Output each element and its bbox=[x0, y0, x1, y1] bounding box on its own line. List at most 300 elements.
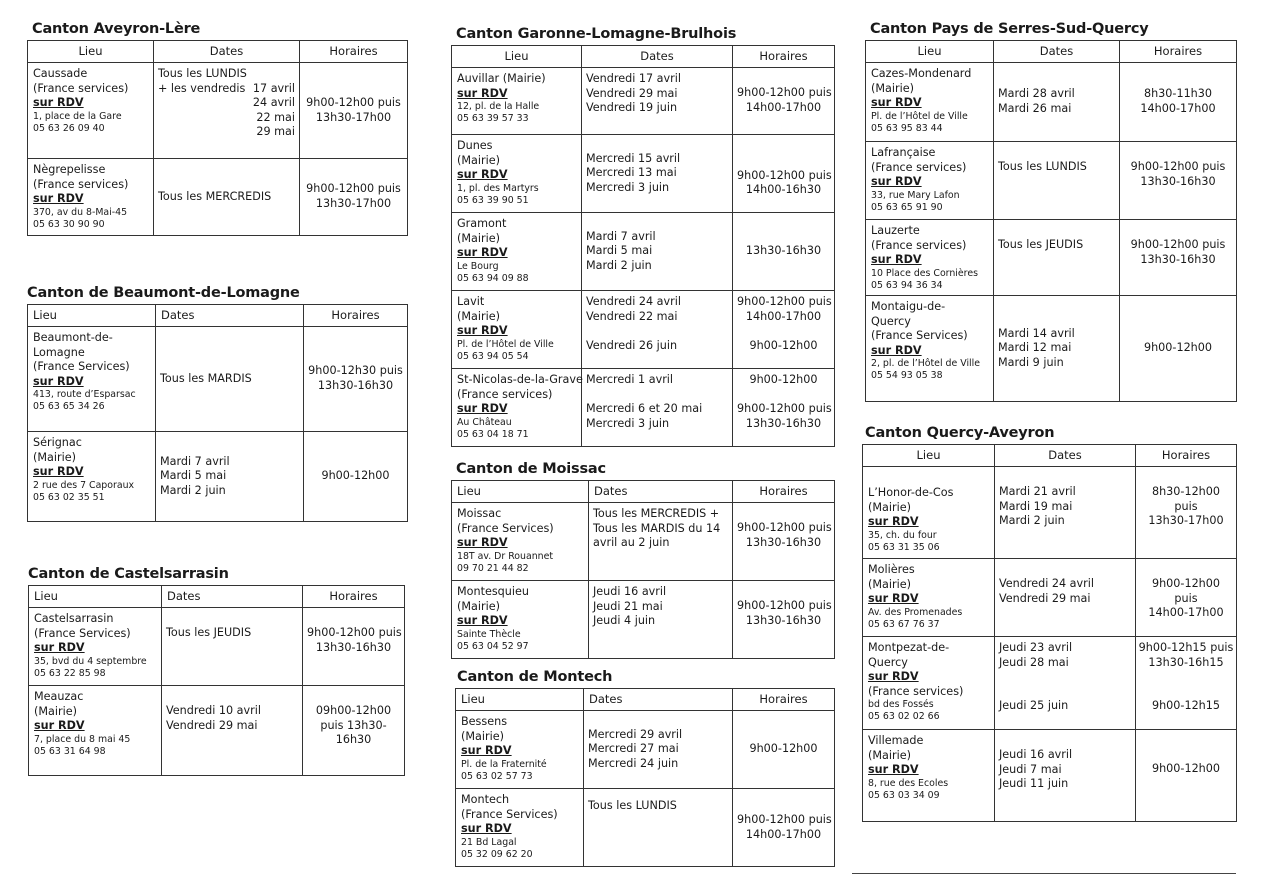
dates-cell bbox=[584, 789, 733, 867]
place-type: (France Services) bbox=[34, 626, 131, 640]
place-name: Lafrançaise bbox=[871, 146, 936, 159]
date-prefix: + les vendredis bbox=[158, 81, 246, 95]
phone-number[interactable]: 05 63 67 76 37 bbox=[868, 618, 940, 630]
place-type: (France services) bbox=[33, 177, 129, 191]
rdv-link[interactable]: sur RDV bbox=[868, 763, 919, 777]
hours-line: 13h30-17h00 bbox=[315, 110, 392, 124]
rdv-link[interactable]: sur RDV bbox=[457, 168, 508, 182]
phone-number[interactable]: 05 63 94 09 88 bbox=[457, 272, 529, 284]
header-horaires: Horaires bbox=[1136, 445, 1237, 467]
place-name: Auvillar (Mairie) bbox=[457, 72, 546, 85]
phone-number[interactable]: 05 63 22 85 98 bbox=[34, 667, 106, 679]
rdv-link[interactable]: sur RDV bbox=[33, 96, 84, 110]
phone-number[interactable]: 05 63 30 90 90 bbox=[33, 218, 105, 230]
hours-line: 9h00-12h00 puis bbox=[1130, 160, 1226, 173]
phone-number[interactable]: 05 63 95 83 44 bbox=[871, 122, 943, 134]
address: 7, place du 8 mai 45 bbox=[34, 733, 131, 745]
lieu-cell bbox=[28, 159, 154, 236]
header-lieu: Lieu bbox=[456, 689, 584, 711]
place-name: Caussade bbox=[33, 67, 88, 80]
schedule-table bbox=[865, 40, 1237, 402]
phone-number[interactable]: 05 63 65 91 90 bbox=[871, 201, 943, 213]
lieu-cell bbox=[456, 789, 584, 867]
place-name: Quercy bbox=[868, 655, 908, 669]
rdv-link[interactable]: sur RDV bbox=[34, 641, 85, 655]
schedule-table bbox=[862, 444, 1237, 822]
horaires-cell bbox=[1120, 142, 1237, 220]
lieu-cell bbox=[452, 503, 589, 581]
table-row bbox=[452, 291, 835, 369]
table-row bbox=[28, 63, 408, 159]
horaires-cell bbox=[1136, 467, 1237, 559]
phone-number[interactable]: 05 63 65 34 26 bbox=[33, 401, 105, 413]
date-line: Jeudi 16 avril bbox=[999, 748, 1073, 761]
lieu-cell bbox=[452, 213, 582, 291]
hours-line: 9h00-12h00 puis bbox=[737, 295, 832, 308]
phone-number[interactable]: 05 63 02 57 73 bbox=[461, 770, 533, 782]
phone-number[interactable]: 05 63 39 57 33 bbox=[457, 113, 529, 125]
place-type: (France Services) bbox=[871, 329, 968, 343]
header-dates: Dates bbox=[995, 445, 1136, 467]
table-row bbox=[452, 213, 835, 291]
table-row bbox=[863, 467, 1237, 559]
hours-line: puis 13h30- bbox=[320, 718, 387, 732]
table-row bbox=[452, 581, 835, 659]
dates-cell bbox=[994, 220, 1120, 296]
date-line: Mardi 9 juin bbox=[998, 355, 1064, 369]
canton-beaumont-de-lomagne bbox=[27, 284, 408, 522]
hours-line: 9h00-12h00 bbox=[749, 373, 818, 386]
address: 1, pl. des Martyrs bbox=[457, 182, 539, 194]
phone-number[interactable]: 05 63 94 05 54 bbox=[457, 350, 529, 362]
date-line: Mardi 21 avril bbox=[999, 485, 1076, 498]
schedule-table bbox=[451, 480, 835, 659]
table-row bbox=[28, 327, 408, 432]
hours-line: puis bbox=[1174, 499, 1198, 513]
place-name: Molières bbox=[868, 563, 915, 576]
date-line: Vendredi 29 mai bbox=[586, 86, 678, 100]
header-lieu: Lieu bbox=[863, 445, 995, 467]
place-name: Nègrepelisse bbox=[33, 163, 106, 176]
hours-line: 9h00-12h00 bbox=[321, 469, 390, 483]
header-dates: Dates bbox=[162, 586, 303, 608]
rdv-link[interactable]: sur RDV bbox=[33, 465, 84, 479]
rdv-link[interactable]: sur RDV bbox=[34, 719, 85, 733]
rdv-link[interactable]: sur RDV bbox=[457, 86, 508, 100]
lieu-cell bbox=[866, 63, 994, 142]
hours-line: 13h30-16h30 bbox=[745, 416, 822, 430]
phone-number[interactable]: 05 63 39 90 51 bbox=[457, 194, 529, 206]
header-lieu: Lieu bbox=[28, 41, 154, 63]
dates-cell bbox=[582, 369, 733, 447]
rdv-link[interactable]: sur RDV bbox=[868, 592, 919, 606]
phone-number[interactable]: 09 70 21 44 82 bbox=[457, 562, 529, 574]
date-line: Mardi 14 avril bbox=[998, 326, 1075, 340]
date-line: Mercredi 6 et 20 mai bbox=[586, 402, 703, 416]
canton-title: Canton Quercy-Aveyron bbox=[865, 425, 1055, 441]
lieu-cell bbox=[863, 559, 995, 637]
date-line: Vendredi 24 avril bbox=[999, 577, 1094, 590]
header-horaires: Horaires bbox=[1120, 41, 1237, 63]
place-type: (Mairie) bbox=[457, 599, 500, 613]
date-line: Mardi 19 mai bbox=[999, 499, 1073, 513]
horaires-cell bbox=[300, 159, 408, 236]
table-header-row bbox=[452, 481, 835, 503]
canton-title: Canton de Castelsarrasin bbox=[28, 566, 229, 582]
phone-number[interactable]: 05 63 94 36 34 bbox=[871, 279, 943, 291]
date-line: avril au 2 juin bbox=[593, 536, 670, 550]
date-line: Mercredi 1 avril bbox=[586, 373, 674, 386]
date-line: Jeudi 16 avril bbox=[593, 585, 667, 598]
hours-line: puis bbox=[1174, 591, 1198, 605]
hours-line: 13h30-17h00 bbox=[315, 197, 392, 210]
place-name: Montpezat-de- bbox=[868, 641, 950, 654]
canton-pays-de-serres-sud-quercy bbox=[865, 20, 1237, 402]
table-row bbox=[28, 159, 408, 236]
horaires-cell bbox=[1120, 63, 1237, 142]
address: Av. des Promenades bbox=[868, 606, 963, 618]
date-line: Mardi 2 juin bbox=[586, 258, 652, 272]
dates-cell bbox=[154, 159, 300, 236]
place-type: (Mairie) bbox=[461, 729, 504, 743]
rdv-link[interactable]: sur RDV bbox=[457, 324, 508, 338]
rdv-link[interactable]: sur RDV bbox=[461, 744, 512, 758]
date-line: Tous les JEUDIS bbox=[166, 626, 252, 639]
date-line: Tous les LUNDIS bbox=[998, 160, 1087, 173]
hours-line: 13h30-16h30 bbox=[745, 244, 822, 258]
hours-line: 13h30-16h30 bbox=[315, 640, 392, 654]
schedule-table bbox=[455, 688, 835, 867]
phone-number[interactable]: 05 63 31 35 06 bbox=[868, 542, 940, 553]
horaires-cell bbox=[733, 789, 835, 867]
hours-line: 13h30-17h00 bbox=[1148, 514, 1224, 528]
date-line: Tous les MERCREDIS bbox=[158, 189, 272, 203]
lieu-cell bbox=[866, 220, 994, 296]
hours-line: 9h00-12h00 bbox=[749, 742, 818, 756]
hours-line: 13h30-16h30 bbox=[745, 535, 822, 549]
date-line: Mardi 5 mai bbox=[160, 469, 227, 483]
address: 1, place de la Gare bbox=[33, 110, 122, 122]
lieu-cell bbox=[452, 369, 582, 447]
place-name: Lauzerte bbox=[871, 224, 920, 237]
place-name: St-Nicolas-de-la-Grave bbox=[457, 373, 583, 386]
place-type: (France services) bbox=[868, 684, 964, 698]
date-line: Vendredi 19 juin bbox=[586, 101, 678, 115]
rdv-link[interactable]: sur RDV bbox=[868, 515, 919, 529]
dates-cell bbox=[582, 68, 733, 135]
phone-number[interactable]: 05 63 02 02 66 bbox=[868, 711, 940, 723]
place-type: (Mairie) bbox=[34, 704, 77, 718]
phone-number[interactable]: 05 32 09 62 20 bbox=[461, 848, 533, 860]
date-line: 24 avril bbox=[252, 96, 295, 110]
date-line: Jeudi 28 mai bbox=[999, 655, 1069, 669]
place-type: (France services) bbox=[33, 81, 129, 95]
canton-title: Canton de Montech bbox=[457, 669, 613, 685]
dates-cell bbox=[582, 135, 733, 213]
address: 8, rue des Ecoles bbox=[868, 777, 949, 789]
canton-garonne-lomagne-brulhois bbox=[451, 25, 835, 447]
horaires-cell bbox=[733, 135, 835, 213]
horaires-cell bbox=[1136, 559, 1237, 637]
hours-line: 14h00-17h00 bbox=[745, 827, 822, 841]
phone-number[interactable]: 05 63 02 35 51 bbox=[33, 491, 105, 503]
dates-cell bbox=[995, 467, 1136, 559]
table-row bbox=[452, 503, 835, 581]
place-type: (France services) bbox=[871, 160, 967, 174]
dates-cell bbox=[589, 581, 733, 659]
place-type: (Mairie) bbox=[871, 81, 914, 95]
hours-line: 9h00-12h00 puis bbox=[306, 182, 401, 196]
date-line: Mercredi 24 juin bbox=[588, 756, 679, 770]
hours-line: 14h00-17h00 bbox=[1140, 102, 1216, 115]
canton-title: Canton Pays de Serres-Sud-Quercy bbox=[870, 21, 1149, 37]
hours-line: 9h00-12h00 puis bbox=[737, 812, 832, 826]
header-dates: Dates bbox=[994, 41, 1120, 63]
date-line: Jeudi 23 avril bbox=[999, 641, 1073, 654]
date-line: Mercredi 29 avril bbox=[588, 727, 683, 741]
hours-line: 9h00-12h00 puis bbox=[737, 599, 832, 612]
rdv-link[interactable]: sur RDV bbox=[457, 536, 508, 550]
canton-quercy-aveyron bbox=[862, 424, 1237, 822]
date-line: Jeudi 7 mai bbox=[999, 762, 1062, 776]
date-line: Vendredi 26 juin bbox=[586, 338, 678, 352]
place-type: (Mairie) bbox=[868, 748, 911, 762]
address: 33, rue Mary Lafon bbox=[871, 189, 960, 201]
place-name: Quercy bbox=[871, 314, 911, 328]
table-header-row bbox=[28, 41, 408, 63]
place-name: Castelsarrasin bbox=[34, 612, 114, 625]
rdv-link[interactable]: sur RDV bbox=[33, 374, 84, 388]
dates-cell bbox=[994, 63, 1120, 142]
table-row bbox=[456, 789, 835, 867]
hours-line: 9h00-12h00 puis bbox=[1130, 238, 1226, 251]
date-line: Mardi 2 juin bbox=[999, 514, 1065, 528]
place-type: (Mairie) bbox=[457, 153, 500, 167]
dates-cell bbox=[994, 296, 1120, 402]
hours-line: 14h00-16h30 bbox=[745, 183, 822, 197]
dates-cell bbox=[582, 213, 733, 291]
hours-line: 9h00-12h15 puis bbox=[1138, 641, 1234, 654]
rdv-link[interactable]: sur RDV bbox=[871, 96, 922, 110]
table-row bbox=[863, 730, 1237, 822]
horaires-cell bbox=[1120, 296, 1237, 402]
header-horaires: Horaires bbox=[733, 689, 835, 711]
address: Au Château bbox=[457, 416, 512, 428]
header-dates: Dates bbox=[582, 46, 733, 68]
table-row bbox=[456, 711, 835, 789]
rdv-link[interactable]: sur RDV bbox=[461, 822, 512, 836]
date-line: Tous les JEUDIS bbox=[998, 238, 1084, 251]
hours-line: 9h00-12h00 puis bbox=[307, 626, 402, 639]
place-name: Montaigu-de- bbox=[871, 300, 946, 313]
lieu-cell bbox=[28, 63, 154, 159]
date-line: Vendredi 29 mai bbox=[999, 591, 1091, 605]
horaires-cell bbox=[733, 711, 835, 789]
place-name: Moissac bbox=[457, 507, 502, 520]
place-type: (Mairie) bbox=[868, 577, 911, 591]
hours-line: 9h00-12h00 bbox=[749, 338, 818, 352]
date-line: Vendredi 29 mai bbox=[166, 718, 258, 732]
address: 35, bvd du 4 septembre bbox=[34, 655, 147, 667]
table-header-row bbox=[29, 586, 405, 608]
table-row bbox=[28, 432, 408, 522]
header-lieu: Lieu bbox=[452, 481, 589, 503]
header-dates: Dates bbox=[154, 41, 300, 63]
horaires-cell bbox=[303, 608, 405, 686]
address: Pl. de l’Hôtel de Ville bbox=[871, 110, 968, 122]
date-line: Mardi 28 avril bbox=[998, 87, 1075, 101]
lieu-cell bbox=[456, 711, 584, 789]
phone-number[interactable]: 05 63 04 52 97 bbox=[457, 640, 529, 652]
table-row bbox=[452, 68, 835, 135]
date-line: Mercredi 13 mai bbox=[586, 166, 677, 180]
phone-number[interactable]: 05 63 04 18 71 bbox=[457, 428, 529, 440]
address: 12, pl. de la Halle bbox=[457, 101, 540, 113]
date-line: 29 mai bbox=[256, 125, 295, 139]
date-line: Mercredi 3 juin bbox=[586, 416, 670, 430]
horaires-cell bbox=[1136, 637, 1237, 730]
phone-number[interactable]: 05 54 93 05 38 bbox=[871, 370, 943, 382]
lieu-cell bbox=[863, 467, 995, 559]
hours-line: 9h00-12h00 bbox=[1151, 577, 1221, 590]
horaires-cell bbox=[304, 432, 408, 522]
table-header-row bbox=[866, 41, 1237, 63]
table-row bbox=[866, 63, 1237, 142]
date-line: Mardi 26 mai bbox=[998, 102, 1072, 115]
dates-cell bbox=[162, 608, 303, 686]
lieu-cell bbox=[29, 686, 162, 776]
table-row bbox=[866, 296, 1237, 402]
hours-line: 9h00-12h00 puis bbox=[737, 402, 832, 416]
rdv-link[interactable]: sur RDV bbox=[868, 670, 919, 684]
rdv-link[interactable]: sur RDV bbox=[871, 343, 922, 357]
dates-cell bbox=[995, 730, 1136, 822]
hours-line: 14h00-17h00 bbox=[1148, 606, 1224, 620]
header-dates: Dates bbox=[584, 689, 733, 711]
date-line: Vendredi 24 avril bbox=[586, 295, 681, 308]
lieu-cell bbox=[866, 296, 994, 402]
hours-line: 8h30-12h00 bbox=[1151, 485, 1221, 498]
date-line: Mardi 12 mai bbox=[998, 341, 1072, 355]
dates-cell bbox=[162, 686, 303, 776]
date-line: Mardi 5 mai bbox=[586, 244, 653, 258]
address: 370, av du 8-Mai-45 bbox=[33, 206, 128, 218]
hours-line: 14h00-17h00 bbox=[745, 309, 822, 323]
dates-cell bbox=[582, 291, 733, 369]
address: 21 Bd Lagal bbox=[461, 836, 517, 848]
hours-line: 13h30-16h30 bbox=[1140, 252, 1216, 266]
date-line: Jeudi 25 juin bbox=[999, 699, 1069, 713]
address: 18T av. Dr Rouannet bbox=[457, 550, 554, 562]
phone-number[interactable]: 05 63 31 64 98 bbox=[34, 745, 106, 757]
hours-line: 9h00-12h00 bbox=[1143, 341, 1213, 355]
lieu-cell bbox=[452, 581, 589, 659]
vendredis-grid bbox=[158, 82, 295, 140]
header-horaires: Horaires bbox=[733, 46, 835, 68]
canton-title: Canton Aveyron-Lère bbox=[32, 21, 201, 37]
table-row bbox=[863, 637, 1237, 730]
hours-line: 13h30-16h30 bbox=[745, 613, 822, 627]
table-header-row bbox=[452, 46, 835, 68]
lieu-cell bbox=[863, 637, 995, 730]
canton-moissac bbox=[451, 460, 835, 659]
place-name: Lomagne bbox=[33, 345, 85, 359]
hours-line: 9h00-12h00 puis bbox=[306, 95, 401, 109]
date-line: Jeudi 21 mai bbox=[593, 599, 663, 613]
canton-title: Canton de Moissac bbox=[456, 461, 606, 477]
footer-divider bbox=[852, 873, 1236, 874]
date-line: Jeudi 4 juin bbox=[593, 614, 656, 628]
date-line: 22 mai bbox=[256, 110, 295, 124]
schedule-table bbox=[28, 585, 405, 776]
horaires-cell bbox=[733, 291, 835, 369]
lieu-cell bbox=[29, 608, 162, 686]
date-line: Tous les LUNDIS bbox=[588, 799, 677, 812]
header-horaires: Horaires bbox=[733, 481, 835, 503]
schedule-table bbox=[451, 45, 835, 447]
header-lieu: Lieu bbox=[28, 305, 156, 327]
rdv-link[interactable]: sur RDV bbox=[457, 614, 508, 628]
rdv-link[interactable]: sur RDV bbox=[457, 246, 508, 260]
place-type: (France Services) bbox=[461, 807, 558, 821]
address: Pl. de l’Hôtel de Ville bbox=[457, 338, 554, 350]
hours-line: 13h30-16h30 bbox=[1140, 174, 1216, 188]
rdv-link[interactable]: sur RDV bbox=[33, 192, 84, 206]
table-row bbox=[29, 686, 405, 776]
hours-line: 09h00-12h00 bbox=[315, 704, 392, 717]
canton-montech bbox=[455, 668, 835, 867]
date-line: Mardi 2 juin bbox=[160, 483, 226, 497]
header-dates: Dates bbox=[589, 481, 733, 503]
horaires-cell bbox=[733, 581, 835, 659]
header-lieu: Lieu bbox=[29, 586, 162, 608]
horaires-cell bbox=[1136, 730, 1237, 822]
rdv-link[interactable]: sur RDV bbox=[871, 175, 922, 189]
dates-cell bbox=[584, 711, 733, 789]
canton-title: Canton Garonne-Lomagne-Brulhois bbox=[456, 26, 737, 42]
date-line: Tous les LUNDIS bbox=[158, 67, 247, 80]
table-row bbox=[452, 135, 835, 213]
place-type: (France Services) bbox=[33, 360, 130, 374]
date-line: Tous les MARDIS bbox=[160, 371, 252, 385]
hours-line: 16h30 bbox=[335, 733, 372, 747]
place-name: Villemade bbox=[868, 734, 924, 747]
phone-number[interactable]: 05 63 03 34 09 bbox=[868, 789, 940, 801]
address: 413, route d’Esparsac bbox=[33, 389, 136, 401]
table-header-row bbox=[863, 445, 1237, 467]
lieu-cell bbox=[866, 142, 994, 220]
dates-cell bbox=[994, 142, 1120, 220]
hours-line: 9h00-12h00 puis bbox=[737, 168, 832, 182]
date-line: Tous les MARDIS du 14 bbox=[593, 521, 721, 535]
schedule-table bbox=[27, 304, 408, 522]
table-header-row bbox=[456, 689, 835, 711]
rdv-link[interactable]: sur RDV bbox=[457, 402, 508, 416]
hours-line: 9h00-12h00 bbox=[1151, 762, 1221, 775]
hours-line: 9h00-12h00 puis bbox=[737, 521, 832, 534]
lieu-cell bbox=[28, 432, 156, 522]
table-row bbox=[866, 142, 1237, 220]
horaires-cell bbox=[1120, 220, 1237, 296]
date-line: Vendredi 22 mai bbox=[586, 309, 678, 323]
place-name: Montech bbox=[461, 793, 510, 806]
address: Sainte Thècle bbox=[457, 628, 521, 640]
dates-cell bbox=[154, 63, 300, 159]
rdv-link[interactable]: sur RDV bbox=[871, 253, 922, 267]
address: bd des Fossés bbox=[868, 699, 934, 711]
header-horaires: Horaires bbox=[304, 305, 408, 327]
phone-number[interactable]: 05 63 26 09 40 bbox=[33, 122, 105, 134]
